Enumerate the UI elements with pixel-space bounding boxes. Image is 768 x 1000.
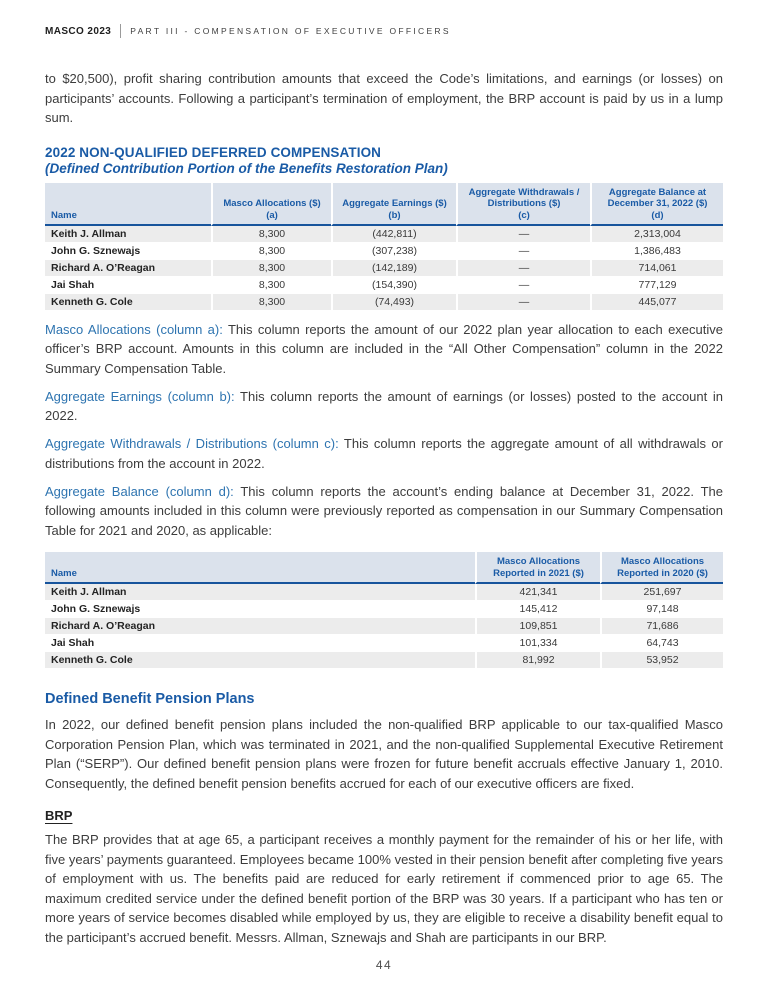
cell-name: Keith J. Allman [45, 226, 211, 243]
note-lead: Aggregate Earnings (column b): [45, 388, 235, 404]
note-lead: Masco Allocations (column a): [45, 321, 223, 337]
table-row [45, 601, 723, 618]
note-column-c [45, 434, 723, 473]
note-column-d [45, 482, 723, 541]
cell-withdrawals: — [456, 243, 590, 260]
note-text: This column reports the amount of earnings (or losses) posted to the account in 2022. [45, 388, 724, 423]
cell-withdrawals: — [456, 260, 590, 277]
note-column-a [45, 320, 723, 379]
col-header-2020: Masco Allocations Reported in 2020 ($) [600, 552, 723, 584]
cell-name: Richard A. O’Reagan [45, 618, 475, 635]
pension-plans-heading: Defined Benefit Pension Plans [45, 691, 255, 707]
note-lead: Aggregate Balance (column d): [45, 483, 234, 499]
ndc-section-subtitle: (Defined Contribution Portion of the Benefits Restoration Plan) [45, 160, 448, 176]
cell-name: Jai Shah [45, 635, 475, 652]
cell-allocations: 8,300 [211, 277, 331, 294]
col-header-earnings: Aggregate Earnings ($) (b) [331, 183, 456, 227]
cell-2021: 145,412 [475, 601, 600, 618]
cell-2020: 97,148 [600, 601, 723, 618]
table-row [45, 652, 723, 669]
cell-name: Kenneth G. Cole [45, 294, 211, 311]
cell-name: John G. Sznewajs [45, 601, 475, 618]
brp-heading: BRP [45, 808, 73, 823]
table-header [45, 552, 723, 584]
table-row [45, 294, 723, 311]
cell-name: Jai Shah [45, 277, 211, 294]
header-row [45, 183, 723, 227]
table-row [45, 584, 723, 601]
table-row [45, 635, 723, 652]
cell-2021: 81,992 [475, 652, 600, 669]
header-divider [120, 24, 121, 38]
table-row [45, 277, 723, 294]
note-text: This column reports the account’s ending balance at December 31, 2022. The following amounts included in this column were previously reported as compensation in our Summary Compensation Table for 2021 and 2020, as applicable: [45, 483, 723, 538]
table-row [45, 226, 723, 243]
header-row [45, 552, 723, 584]
cell-earnings: (142,189) [331, 260, 456, 277]
intro-paragraph: to $20,500), profit sharing contribution amounts that exceed the Code’s limitations, and earnings (or losses) on participants’ accounts. Following a participant’s termination of employment, the BRP account is paid by us in a lump sum. [45, 71, 723, 125]
col-header-2021: Masco Allocations Reported in 2021 ($) [475, 552, 600, 584]
cell-2021: 421,341 [475, 584, 600, 601]
col-header-withdrawals: Aggregate Withdrawals / Distributions ($) (c) [456, 183, 590, 227]
cell-name: Richard A. O’Reagan [45, 260, 211, 277]
cell-2020: 71,686 [600, 618, 723, 635]
prior-allocations-table [45, 552, 723, 669]
table-header [45, 183, 723, 227]
col-header-allocations: Masco Allocations ($) (a) [211, 183, 331, 227]
cell-allocations: 8,300 [211, 294, 331, 311]
cell-earnings: (74,493) [331, 294, 456, 311]
ndc-section-title: 2022 NON-QUALIFIED DEFERRED COMPENSATION [45, 144, 382, 160]
cell-2021: 101,334 [475, 635, 600, 652]
note-column-b [45, 387, 723, 426]
cell-balance: 714,061 [590, 260, 723, 277]
table-row [45, 260, 723, 277]
cell-earnings: (307,238) [331, 243, 456, 260]
col-header-balance: Aggregate Balance at December 31, 2022 ($) (d) [590, 183, 723, 227]
cell-2020: 53,952 [600, 652, 723, 669]
cell-2020: 64,743 [600, 635, 723, 652]
cell-withdrawals: — [456, 294, 590, 311]
cell-allocations: 8,300 [211, 260, 331, 277]
pension-plans-paragraph: In 2022, our defined benefit pension plans included the non-qualified BRP applicable to our tax-qualified Masco Corporation Pension Plan, which was terminated in 2021, and the non-qualified Supplemental Executive Retirement Plan (“SERP”). Our defined benefit pension plans were frozen for future benefit accruals effective January 1, 2010. Consequently, the defined benefit pension benefits accrued for each of our executive officers are fixed. [45, 717, 723, 791]
cell-allocations: 8,300 [211, 243, 331, 260]
cell-earnings: (442,811) [331, 226, 456, 243]
note-text: This column reports the amount of our 2022 plan year allocation to each executive officer’s BRP account. Amounts in this column are included in the “All Other Compensation” column in the 2022 Summary Compensation Table. [45, 321, 723, 376]
cell-withdrawals: — [456, 277, 590, 294]
note-lead: Aggregate Withdrawals / Distributions (column c): [45, 436, 339, 451]
cell-allocations: 8,300 [211, 226, 331, 243]
cell-name: Keith J. Allman [45, 584, 475, 601]
col-header-name: Name [45, 552, 475, 584]
cell-balance: 1,386,483 [590, 243, 723, 260]
cell-2020: 251,697 [600, 584, 723, 601]
cell-name: John G. Sznewajs [45, 243, 211, 260]
cell-earnings: (154,390) [331, 277, 456, 294]
cell-balance: 2,313,004 [590, 226, 723, 243]
page-number: 44 [375, 958, 393, 972]
table-row [45, 243, 723, 260]
table-row [45, 618, 723, 635]
deferred-compensation-table [45, 183, 723, 312]
brp-paragraph: The BRP provides that at age 65, a participant receives a monthly payment for the remainder of his or her life, with five years’ payments guaranteed. Employees became 100% vested in their pension benefit after completing five years of employment with us. The benefits paid are reduced for early retirement if commenced prior to age 65. The maximum credited service under the defined benefit portion of the BRP was 30 years. If a participant who has ten or more years of service becomes disabled while employed by us, they are eligible to receive a disability benefit equal to the participant’s accrued benefit. Messrs. Allman, Sznewajs and Shah are participants in our BRP. [45, 832, 723, 945]
cell-balance: 445,077 [590, 294, 723, 311]
running-header [45, 24, 723, 38]
col-header-name: Name [45, 183, 211, 227]
cell-withdrawals: — [456, 226, 590, 243]
brand-label: MASCO 2023 [45, 25, 112, 37]
note-text: This column reports the aggregate amount of all withdrawals or distributions from the account in 2022. [45, 436, 723, 471]
cell-name: Kenneth G. Cole [45, 652, 475, 669]
cell-2021: 109,851 [475, 618, 600, 635]
section-label: PART III - COMPENSATION OF EXECUTIVE OFFICERS [130, 26, 451, 36]
cell-balance: 777,129 [590, 277, 723, 294]
